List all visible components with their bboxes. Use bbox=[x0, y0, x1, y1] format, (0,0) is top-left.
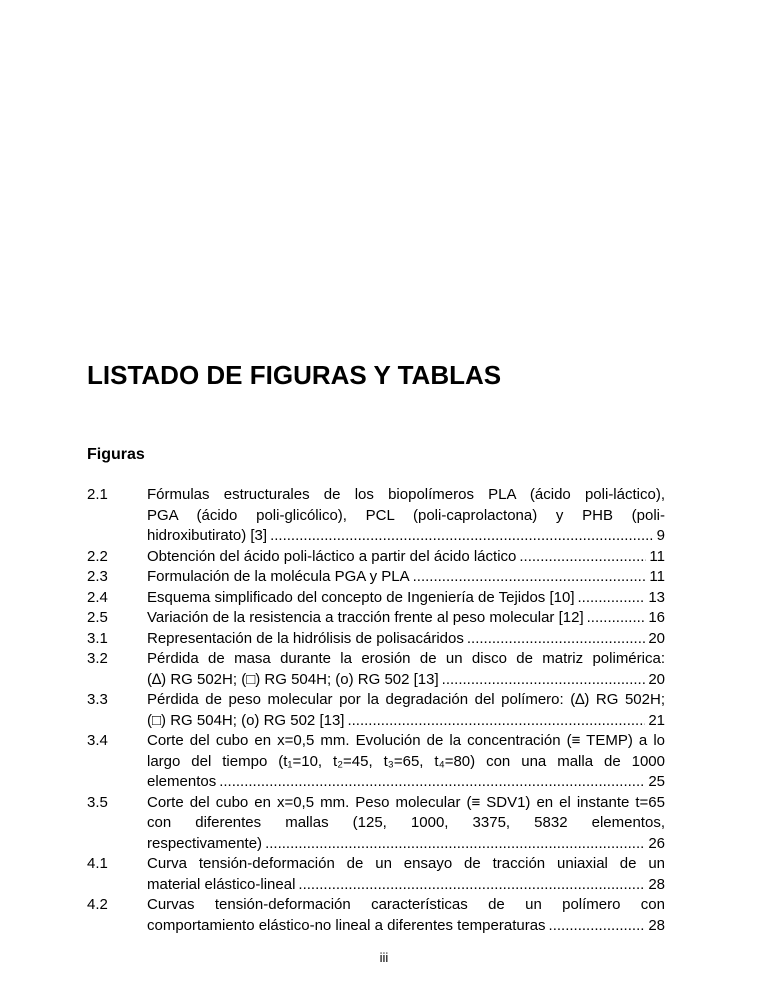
section-heading: Figuras bbox=[87, 446, 145, 463]
page-ref: 11 bbox=[649, 568, 665, 585]
dot-leader bbox=[265, 834, 645, 855]
dot-leader bbox=[298, 875, 645, 896]
caption-last-line bbox=[147, 526, 665, 547]
caption-last-line bbox=[147, 629, 665, 650]
page-ref: 13 bbox=[648, 588, 665, 606]
dot-leader bbox=[549, 916, 646, 937]
caption-line: Corte del cubo en x=0,5 mm. Evolución de la concentración (≡ TEMP) a lo bbox=[147, 732, 665, 749]
caption-line: largo del tiempo (t₁=10, t₂=45, t₃=65, t₄=80) con una malla de 1000 bbox=[147, 752, 665, 770]
caption-last-line bbox=[147, 588, 665, 609]
list-item bbox=[87, 567, 665, 588]
page-ref: 20 bbox=[648, 629, 665, 647]
page-ref: 28 bbox=[648, 875, 665, 893]
figure-list bbox=[87, 485, 665, 936]
caption-text: respectivamente) bbox=[147, 834, 263, 852]
caption-last-line bbox=[147, 875, 665, 896]
dot-leader bbox=[270, 526, 654, 547]
list-item bbox=[87, 793, 665, 855]
dot-leader bbox=[347, 711, 645, 732]
page-title: LISTADO DE FIGURAS Y TABLAS bbox=[87, 360, 502, 390]
figure-number: 2.3 bbox=[87, 568, 108, 585]
caption-text: Representación de la hidrólisis de polisacáridos bbox=[147, 629, 464, 647]
dot-leader bbox=[413, 567, 647, 588]
figure-caption bbox=[147, 629, 665, 650]
page-number: iii bbox=[379, 950, 389, 965]
figure-number: 4.2 bbox=[87, 896, 108, 913]
caption-text: Esquema simplificado del concepto de Ingeniería de Tejidos [10] bbox=[147, 588, 575, 606]
figure-caption bbox=[147, 731, 665, 793]
figure-number: 3.5 bbox=[87, 793, 108, 811]
caption-last-line bbox=[147, 916, 665, 937]
list-item bbox=[87, 485, 665, 547]
caption-last-line bbox=[147, 834, 665, 855]
caption-text: Obtención del ácido poli-láctico a partir del ácido láctico bbox=[147, 547, 517, 565]
figure-caption bbox=[147, 608, 665, 629]
figure-caption bbox=[147, 567, 665, 588]
page-ref: 25 bbox=[648, 773, 665, 790]
caption-line: Curva tensión-deformación de un ensayo de tracción uniaxial de un bbox=[147, 855, 665, 872]
caption-line: Pérdida de peso molecular por la degradación del polímero: (∆) RG 502H; bbox=[147, 691, 665, 708]
caption-text: material elástico-lineal bbox=[147, 875, 296, 893]
page-ref: 11 bbox=[649, 547, 665, 565]
list-item bbox=[87, 731, 665, 793]
caption-line: PGA (ácido poli-glicólico), PCL (poli-caprolactona) y PHB (poli- bbox=[147, 506, 665, 524]
caption-last-line bbox=[147, 711, 665, 732]
figure-caption bbox=[147, 547, 665, 568]
figure-number: 4.1 bbox=[87, 855, 108, 872]
caption-text: elementos bbox=[147, 773, 217, 790]
page-ref: 9 bbox=[656, 527, 665, 544]
figure-caption bbox=[147, 793, 665, 855]
page-ref: 21 bbox=[648, 711, 665, 729]
figure-caption bbox=[147, 854, 665, 895]
caption-text: hidroxibutirato) [3] bbox=[147, 527, 268, 544]
caption-last-line bbox=[147, 772, 665, 793]
caption-last-line bbox=[147, 547, 665, 568]
figure-caption bbox=[147, 649, 665, 690]
figure-caption bbox=[147, 485, 665, 547]
figure-number: 2.1 bbox=[87, 486, 108, 503]
caption-line: Fórmulas estructurales de los biopolímeros PLA (ácido poli-láctico), bbox=[147, 486, 665, 503]
figure-caption bbox=[147, 690, 665, 731]
caption-line: Curvas tensión-deformación características de un polímero con bbox=[147, 896, 665, 913]
caption-line: Corte del cubo en x=0,5 mm. Peso molecular (≡ SDV1) en el instante t=65 bbox=[147, 793, 665, 811]
figure-caption bbox=[147, 895, 665, 936]
dot-leader bbox=[219, 772, 645, 793]
caption-text: comportamiento elástico-no lineal a diferentes temperaturas bbox=[147, 916, 546, 934]
caption-last-line bbox=[147, 670, 665, 691]
caption-last-line bbox=[147, 608, 665, 629]
figure-caption bbox=[147, 588, 665, 609]
figure-number: 3.2 bbox=[87, 650, 108, 667]
list-item bbox=[87, 588, 665, 609]
caption-last-line bbox=[147, 567, 665, 588]
caption-line: con diferentes mallas (125, 1000, 3375, 5832 elementos, bbox=[147, 814, 665, 831]
caption-text: Variación de la resistencia a tracción frente al peso molecular [12] bbox=[147, 609, 584, 626]
figure-number: 2.4 bbox=[87, 588, 108, 606]
figure-number: 2.2 bbox=[87, 547, 108, 565]
caption-text: (∆) RG 502H; (□) RG 504H; (o) RG 502 [13] bbox=[147, 670, 439, 688]
figure-number: 2.5 bbox=[87, 609, 108, 626]
page-ref: 28 bbox=[648, 916, 665, 934]
figure-number: 3.4 bbox=[87, 732, 108, 749]
caption-text: (□) RG 504H; (o) RG 502 [13] bbox=[147, 711, 345, 729]
page-ref: 16 bbox=[648, 609, 665, 626]
dot-leader bbox=[442, 670, 646, 691]
list-item bbox=[87, 690, 665, 731]
figure-number: 3.3 bbox=[87, 691, 108, 708]
figure-number: 3.1 bbox=[87, 629, 108, 647]
dot-leader bbox=[578, 588, 646, 609]
list-item bbox=[87, 854, 665, 895]
caption-text: Formulación de la molécula PGA y PLA bbox=[147, 568, 410, 585]
dot-leader bbox=[587, 608, 646, 629]
caption-line: Pérdida de masa durante la erosión de un disco de matriz polimérica: bbox=[147, 650, 665, 667]
list-item bbox=[87, 608, 665, 629]
page-ref: 26 bbox=[648, 834, 665, 852]
dot-leader bbox=[467, 629, 645, 650]
dot-leader bbox=[519, 547, 646, 568]
list-item bbox=[87, 547, 665, 568]
page-ref: 20 bbox=[648, 670, 665, 688]
list-item bbox=[87, 895, 665, 936]
list-item bbox=[87, 629, 665, 650]
list-item bbox=[87, 649, 665, 690]
